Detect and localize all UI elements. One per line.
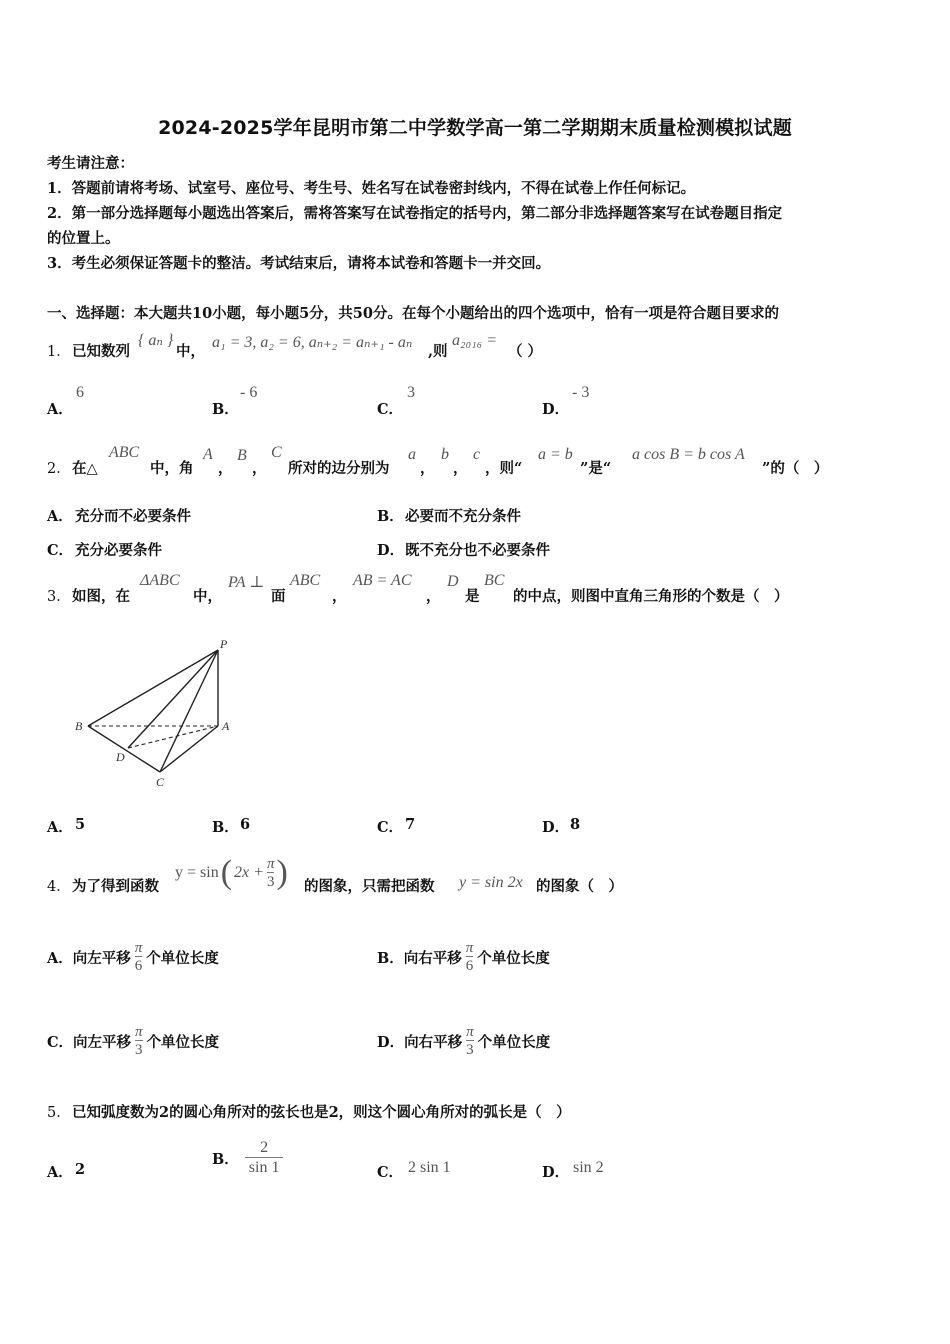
q2-text: ，则“: [485, 460, 523, 477]
option-value: 既不充分也不必要条件: [405, 542, 550, 559]
q2-triangle: ABC: [109, 444, 140, 461]
paren-right: ): [276, 854, 288, 891]
q3-text: ，: [332, 588, 347, 605]
q3-text: 中，: [193, 588, 222, 605]
option-text: 向左平移: [73, 1033, 132, 1051]
q2-side-c: c: [473, 446, 481, 463]
option-value: 5: [75, 816, 86, 833]
q2-side-b: b: [441, 446, 449, 463]
fraction-numerator: π: [135, 1023, 143, 1040]
q2-text: ”是“: [580, 460, 612, 477]
q3-plane: ABC: [290, 572, 321, 589]
question-number: 2．: [47, 461, 71, 477]
fraction-denominator: 3: [135, 1042, 143, 1058]
q2-angle-b: B: [237, 447, 247, 464]
q1-text: 已知数列: [72, 343, 130, 360]
option-text: 个单位长度: [146, 1033, 220, 1051]
option-text: 向右平移: [404, 1033, 463, 1051]
figure-label-a: A: [222, 719, 230, 733]
fraction: [135, 1024, 143, 1059]
question-number: 1．: [47, 344, 71, 360]
option-label: A．: [47, 401, 73, 418]
option-label: B．: [377, 508, 404, 525]
option-value: 2 sin 1: [408, 1159, 451, 1176]
notice-item: 2．第一部分选择题每小题选出答案后，需将答案写在试卷指定的括号内，第二部分非选择题答案写在试卷题目指定: [47, 205, 783, 222]
q2-condition-1: a = b: [538, 446, 573, 463]
q2-side-a: a: [408, 446, 416, 463]
option-label: C．: [47, 1033, 74, 1051]
option-value: - 3: [572, 384, 590, 401]
q4-text: 的图象，只需把函数: [304, 878, 435, 895]
notice-item: 3．考生必须保证答题卡的整洁。考试结束后，请将本试卷和答题卡一并交回。: [47, 255, 551, 272]
q2-text: 所对的边分别为: [288, 460, 390, 477]
fraction-numerator: π: [134, 939, 143, 956]
section-heading: 一、选择题：本大题共10小题，每小题5分，共50分。在每个小题给出的四个选项中，恰有一项是符合题目要求的: [47, 305, 779, 322]
option-b: [377, 935, 550, 979]
option-value: 6: [76, 384, 84, 401]
figure-label-p: P: [220, 637, 228, 651]
q4-function-2: y = sin 2x: [459, 874, 523, 891]
option-c: [47, 1019, 219, 1063]
option-value: 8: [570, 816, 581, 833]
pyramid-figure: [70, 630, 245, 790]
option-text: 个单位长度: [477, 1033, 551, 1051]
q2-text: ，: [420, 460, 435, 477]
q2-text: ”的（ ）: [762, 460, 829, 477]
q4-function-inner: 2x +: [234, 864, 264, 881]
q2-text: 中，角: [150, 460, 194, 477]
option-value: 3: [407, 384, 415, 401]
q3-text: 面: [271, 588, 286, 605]
option-value: - 6: [240, 384, 258, 401]
option-value: 7: [405, 816, 416, 833]
option-label: B．: [212, 401, 239, 418]
fraction-numerator: π: [466, 1023, 474, 1040]
option-value: 充分必要条件: [75, 542, 162, 559]
fraction: [267, 856, 275, 891]
option-label: D．: [377, 542, 405, 559]
fraction-numerator: π: [266, 855, 275, 872]
figure-label-c: C: [156, 775, 165, 789]
figure-label-d: D: [116, 750, 125, 764]
notice-heading: 考生请注意：: [47, 155, 134, 172]
q2-text: ，: [252, 460, 267, 477]
q1-text: 中，: [176, 343, 205, 360]
option-text: 向右平移: [403, 949, 462, 967]
option-label: B．: [212, 819, 239, 836]
option-label: A．: [47, 1164, 73, 1181]
option-label: B．: [377, 949, 404, 967]
option-label: D．: [542, 819, 570, 836]
fraction-numerator: 2: [260, 1139, 269, 1157]
fraction: [466, 1024, 474, 1059]
paren-left: (: [220, 854, 233, 891]
q1-text: （ ）: [508, 343, 543, 360]
option-label: C．: [377, 819, 404, 836]
fraction-denominator: 6: [465, 958, 474, 974]
option-label: A．: [47, 819, 73, 836]
fraction-denominator: 6: [134, 958, 143, 974]
q3-text: 的中点，则图中直角三角形的个数是（ ）: [513, 588, 789, 605]
fraction-denominator: 3: [266, 874, 275, 890]
option-label: C．: [47, 542, 74, 559]
option-value: 充分而不必要条件: [75, 508, 191, 525]
q2-text: ，: [218, 460, 233, 477]
q5-text: 已知弧度数为2的圆心角所对的弦长也是2，则这个圆心角所对的弧长是（ ）: [72, 1104, 571, 1121]
notice-item: 的位置上。: [47, 230, 120, 247]
option-value: 6: [240, 816, 251, 833]
fraction: [466, 940, 474, 975]
question-number: 3．: [47, 589, 71, 605]
fraction: [135, 940, 143, 975]
option-label: D．: [542, 1164, 570, 1181]
option-value: 2: [75, 1161, 86, 1178]
option-value: 必要而不充分条件: [405, 508, 521, 525]
q3-equal-sides: AB = AC: [353, 572, 412, 589]
q3-text: 是: [465, 588, 480, 605]
page-title: 2024-2025学年昆明市第二中学数学高一第二学期期末质量检测模拟试题: [158, 117, 792, 139]
q4-text: 为了得到函数: [72, 878, 159, 895]
fraction-denominator: sin 1: [245, 1157, 284, 1177]
q4-function-prefix: y = sin: [175, 864, 219, 881]
question-number: 5．: [47, 1105, 71, 1121]
fraction-numerator: π: [465, 939, 474, 956]
q2-text: 在△: [72, 460, 98, 477]
q2-text: ，: [453, 460, 468, 477]
option-label: C．: [377, 401, 404, 418]
option-label: B．: [212, 1150, 239, 1168]
option-text: 个单位长度: [146, 949, 219, 967]
option-d: [377, 1019, 550, 1063]
q4-function-1: [175, 850, 288, 896]
q3-text: 如图，在: [72, 588, 130, 605]
fraction-denominator: 3: [466, 1042, 474, 1058]
question-number: 4．: [47, 879, 71, 895]
q3-triangle: ΔABC: [140, 572, 180, 589]
q2-angle-c: C: [271, 444, 282, 461]
q3-point-d: D: [447, 573, 459, 590]
option-label: A．: [47, 508, 73, 525]
q4-text: 的图象（ ）: [536, 878, 623, 895]
q3-perpendicular: PA ⊥: [228, 574, 265, 591]
q1-text: ,则: [428, 343, 448, 360]
option-text: 向左平移: [72, 949, 131, 967]
option-text: 个单位长度: [477, 949, 550, 967]
option-label: C．: [377, 1164, 404, 1181]
q1-sequence: { aₙ }: [138, 332, 174, 349]
q1-condition: a₁ = 3, a₂ = 6, aₙ₊₂ = aₙ₊₁ - aₙ: [212, 334, 413, 351]
q2-condition-2: a cos B = b cos A: [632, 446, 745, 463]
option-label: A．: [47, 949, 73, 967]
fraction: [245, 1139, 284, 1176]
q3-segment-bc: BC: [484, 572, 505, 589]
q1-target: a₂₀₁₆ =: [452, 332, 498, 349]
option-label: D．: [542, 401, 570, 418]
option-b: [212, 1134, 283, 1182]
figure-label-b: B: [75, 719, 83, 733]
notice-item: 1．答题前请将考场、试室号、座位号、考生号、姓名写在试卷密封线内，不得在试卷上作任何标记。: [47, 180, 696, 197]
q3-text: ，: [426, 588, 441, 605]
option-label: D．: [377, 1033, 405, 1051]
q2-angle-a: A: [203, 446, 213, 463]
option-a: [47, 935, 219, 979]
option-value: sin 2: [573, 1159, 604, 1176]
